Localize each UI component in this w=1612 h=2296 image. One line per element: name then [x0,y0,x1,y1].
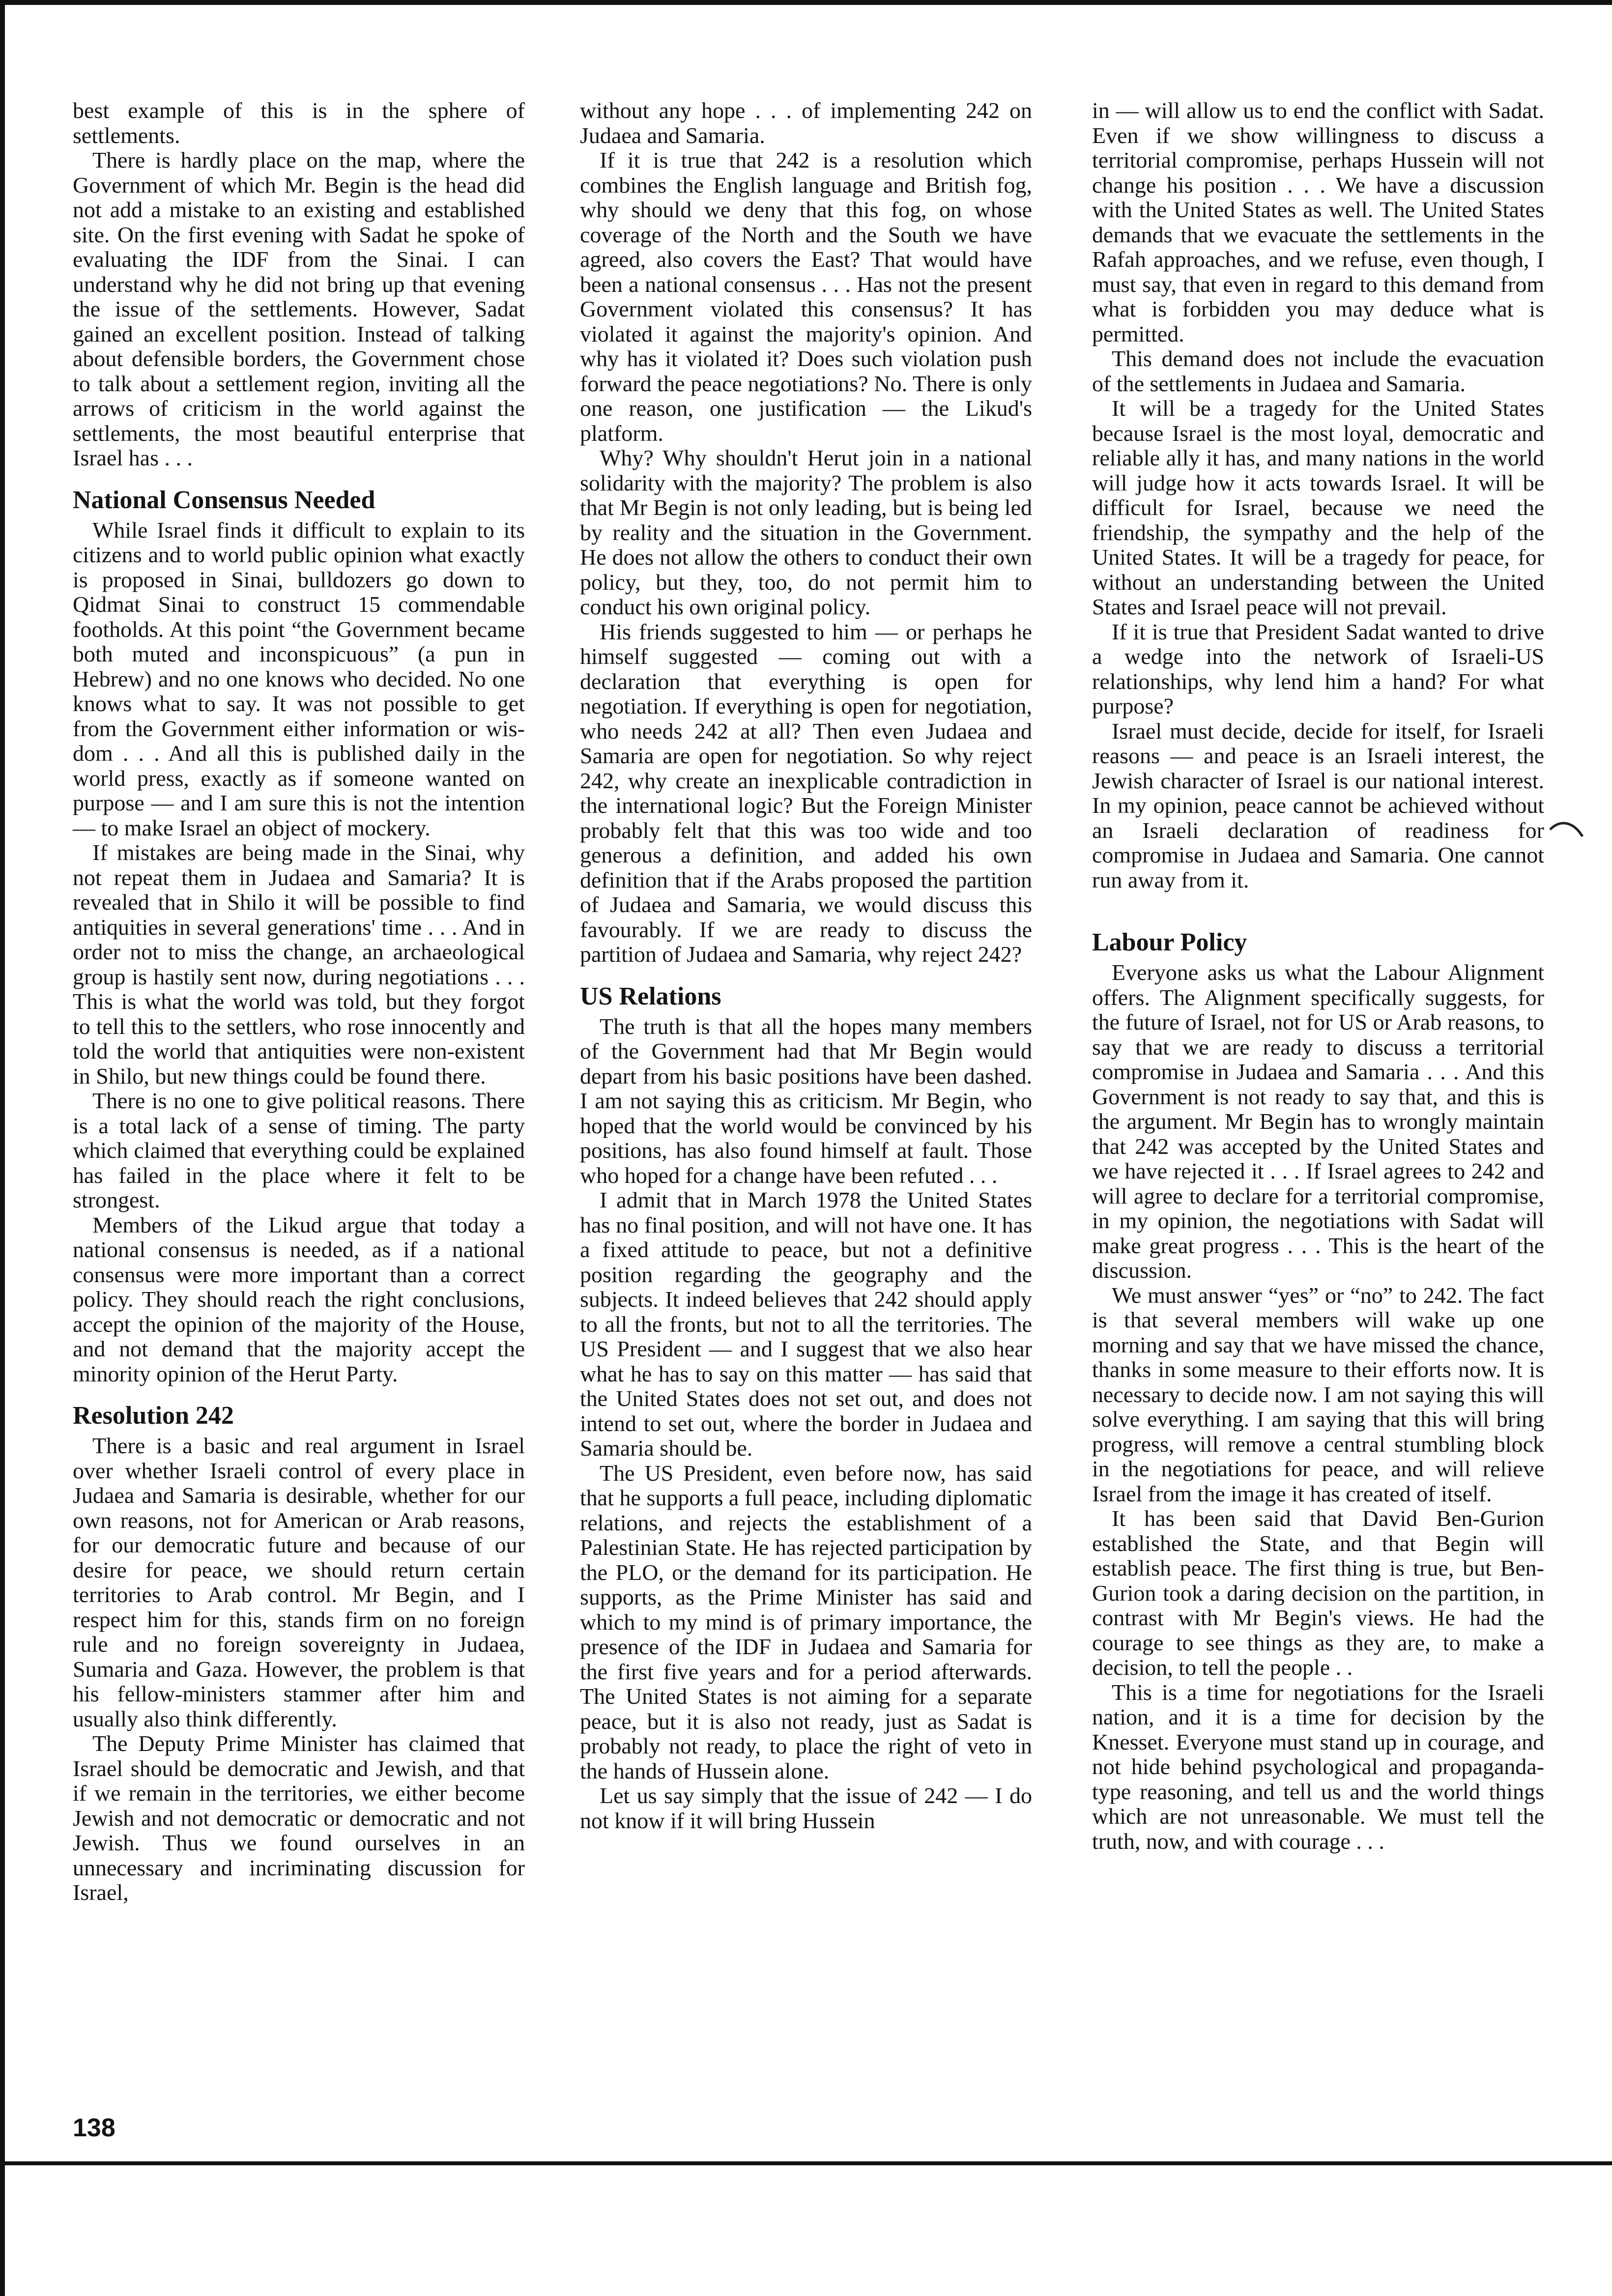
paragraph: The Deputy Prime Minister has claimed that Israel should be democratic and Jewish, and that if we remain in the territories, we either become Jewish and not democratic or democratic and not Jewish. Thus we found ourselves in an unnecessary and incriminating discussion for Israel, [73,1731,525,1905]
paragraph: Why? Why shouldn't Herut join in a national solidarity with the majority? The problem is also that Mr Begin is not only leading, but is being led by reality and the situation in the Government. He does not allow the others to conduct their own policy, but they, too, do not permit him to conduct his own original policy. [580,445,1032,619]
paragraph: This is a time for negotiations for the Israeli nation, and it is a time for decision by the Knesset. Everyone must stand up in courage, and not hide behind psychological and propaganda-type reasoning, and tell us and the world things which are not unreasonable. We must tell the truth, now, and with courage . . . [1092,1679,1544,1854]
paragraph: If mistakes are being made in the Sinai, why not repeat them in Judaea and Samaria? It is revealed that in Shilo it will be possible to find antiquities in several generations' time . . . And in order not to miss the change, an archaeological group is hastily sent now, during negotiations . . . This is what the world was told, but they forgot to tell this to the settlers, who rose innocently and told the world that antiquities were non-existent in Shilo, but new things could be found there. [73,840,525,1089]
paragraph: If it is true that 242 is a resolution which combines the English language and British fog, why should we deny that this fog, on whose coverage of the North and the South we have agreed, also covers the East? That would have been a national consensus . . . Has not the present Government violated this consensus? It has violated it against the majority's opinion. And why has it violated it? Does such violation push forward the peace negotiations? No. There is only one reason, one justification — the Likud's platform. [580,147,1032,446]
pencil-margin-mark [1548,816,1587,845]
paragraph: It has been said that David Ben-Gurion established the State, and that Begin will establish peace. The first thing is true, but Ben-Gurion took a daring decision on the partition, in contrast with Mr Begin's views. He had the courage to see things as they are, to make a decision, to tell the people . . [1092,1506,1544,1680]
text-column-1 [73,98,525,1905]
paragraph: There is a basic and real argument in Israel over whether Israeli control of every place in Judaea and Samaria is desirable, whether for our own reasons, not for American or Arab reasons, for our democratic future and because of our desire for peace, we should return certain territories to Arab control. Mr Begin, and I respect him for this, stands firm on no foreign rule and no foreign sovereignty in Judaea, Sumaria and Gaza. However, the problem is that his fellow-ministers stammer after him and usually also think differently. [73,1433,525,1731]
paragraph: Israel must decide, decide for itself, for Israeli reasons — and peace is an Israeli interest, the Jewish character of Israel is our national interest. In my opinion, peace cannot be achieved without an Israeli declaration of readiness for compromise in Judaea and Samaria. One cannot run away from it. [1092,718,1544,892]
paragraph: Everyone asks us what the Labour Alignment offers. The Alignment specifically suggests, for the future of Israel, not for US or Arab reasons, to say that we are ready to discuss a territorial compromise in Judaea and Samaria . . . And this Government is not ready to say that, and this is the argument. Mr Begin has to wrongly maintain that 242 was accepted by the United States and we have rejected it . . . If Israel agrees to 242 and will agree to declare for a territorial compromise, in my opinion, the negotiations with Sadat will make great progress . . . This is the heart of the discussion. [1092,960,1544,1283]
paragraph: If it is true that President Sadat wanted to drive a wedge into the network of Israeli-US relationships, why lend him a hand? For what purpose? [1092,619,1544,718]
paragraph: Members of the Likud argue that today a national consensus is needed, as if a national consensus were more important than a correct policy. They should reach the right conclusions, accept the opinion of the majority of the House, and not demand that the majority accept the minority opinion of the Herut Party. [73,1212,525,1386]
text-column-3 [1092,98,1544,1854]
section-heading-labour-policy: Labour Policy [1092,928,1247,956]
section-heading-national-consensus: National Consensus Needed [73,486,375,514]
paragraph: without any hope . . . of implementing 242 on Judaea and Samaria. [580,98,1032,148]
paragraph: I admit that in March 1978 the United States has no final position, and will not have one. It has a fixed attitude to peace, but not a definitive position regarding the geography and the subjects. It indeed believes that 242 should apply to all the fronts, but not to all the territories. The US President — and I suggest that we also hear what he has to say on this matter — has said that the United States does not set out, and does not intend to set out, where the border in Judaea and Samaria should be. [580,1187,1032,1461]
section-heading-resolution-242: Resolution 242 [73,1402,234,1430]
paragraph: There is hardly place on the map, where the Government of which Mr. Begin is the head did not add a mistake to an existing and established site. On the first evening with Sadat he spoke of evaluating the IDF from the Sinai. I can understand why he did not bring up that evening the issue of the settlements. However, Sadat gained an excellent position. Instead of talking about defensible borders, the Government chose to talk about a settlement region, inviting all the arrows of criticism in the world against the settlements, the most beautiful enterprise that Israel has . . . [73,147,525,470]
paragraph: His friends suggested to him — or perhaps he himself suggested — coming out with a declaration that everything is open for negotiation. If everything is open for negotiation, who needs 242 at all? Then even Judaea and Samaria are open for negotiation. So why reject 242, why create an inexplicable contradiction in the international logic? But the Foreign Minister probably felt that this was too wide and too generous a definition, and added his own definition that if the Arabs proposed the partition of Judaea and Samaria, we would discuss this favourably. If we are ready to discuss the partition of Judaea and Samaria, why reject 242? [580,619,1032,967]
paragraph: It will be a tragedy for the United States because Israel is the most loyal, democratic and reliable ally it has, and many nations in the world will judge how it acts towards Israel. It will be difficult for Israel, because we need the friendship, the sympathy and the help of the United States. It will be a tragedy for peace, for without an understanding between the United States and Israel peace will not prevail. [1092,396,1544,619]
paragraph: Let us say simply that the issue of 242 — I do not know if it will bring Hussein [580,1783,1032,1833]
paragraph: best example of this is in the sphere of settlements. [73,98,525,148]
paragraph: While Israel finds it difficult to explain to its citizens and to world public opinion what exactly is proposed in Sinai, bulldozers go down to Qidmat Sinai to construct 15 commendable footholds. At this point “the Government became both muted and inconspicuous” (a pun in Hebrew) and no one knows who decided. No one knows what to say. It was not possible to get from the Government either information or wisdom . . . And all this is published daily in the world press, exactly as if someone wanted on purpose — and I am sure this is not the intention — to make Israel an object of mockery. [73,517,525,840]
text-column-2 [580,98,1032,1833]
paragraph: This demand does not include the evacuation of the settlements in Judaea and Samaria. [1092,346,1544,396]
paragraph: There is no one to give political reasons. There is a total lack of a sense of timing. The party which claimed that everything could be explained has failed in the place where it felt to be strongest. [73,1088,525,1212]
section-heading-us-relations: US Relations [580,982,721,1010]
paragraph: The US President, even before now, has said that he supports a full peace, including diplomatic relations, and rejects the establishment of a Palestinian State. He has rejected participation by the PLO, or the demand for its participation. He supports, as the Prime Minister has said and which to my mind is of primary importance, the presence of the IDF in Judaea and Samaria for the first five years and for a period afterwards. The United States is not aiming for a separate peace, but it is also not ready, just as Sadat is probably not ready, to place the right of veto in the hands of Hussein alone. [580,1460,1032,1783]
bottom-border-rule [0,2161,1612,2165]
paragraph: We must answer “yes” or “no” to 242. The fact is that several members will wake up one morning and say that we have missed the chance, thanks in some measure to their efforts now. It is necessary to decide now. I am not saying this will solve everything. I am saying that this will bring progress, will remove a central stumbling block in the negotiations for peace, and will relieve Israel from the image it has created of itself. [1092,1282,1544,1506]
page-number: 138 [73,2114,115,2142]
paragraph: The truth is that all the hopes many members of the Government had that Mr Begin would depart from his basic positions have been dashed. I am not saying this as criticism. Mr Begin, who hoped that the world would be convinced by his positions, has also found himself at fault. Those who hoped for a change have been refuted . . . [580,1013,1032,1188]
top-border-rule [0,0,1612,5]
paragraph: in — will allow us to end the conflict with Sadat. Even if we show willingness to discuss a territorial compromise, perhaps Hussein will not change his position . . . We have a discussion with the United States as well. The United States demands that we evacuate the settlements in the Rafah approaches, and we refuse, even though, I must say, that even in regard to this demand from what is forbidden you may deduce what is permitted. [1092,98,1544,346]
left-border-rule [0,0,5,2296]
